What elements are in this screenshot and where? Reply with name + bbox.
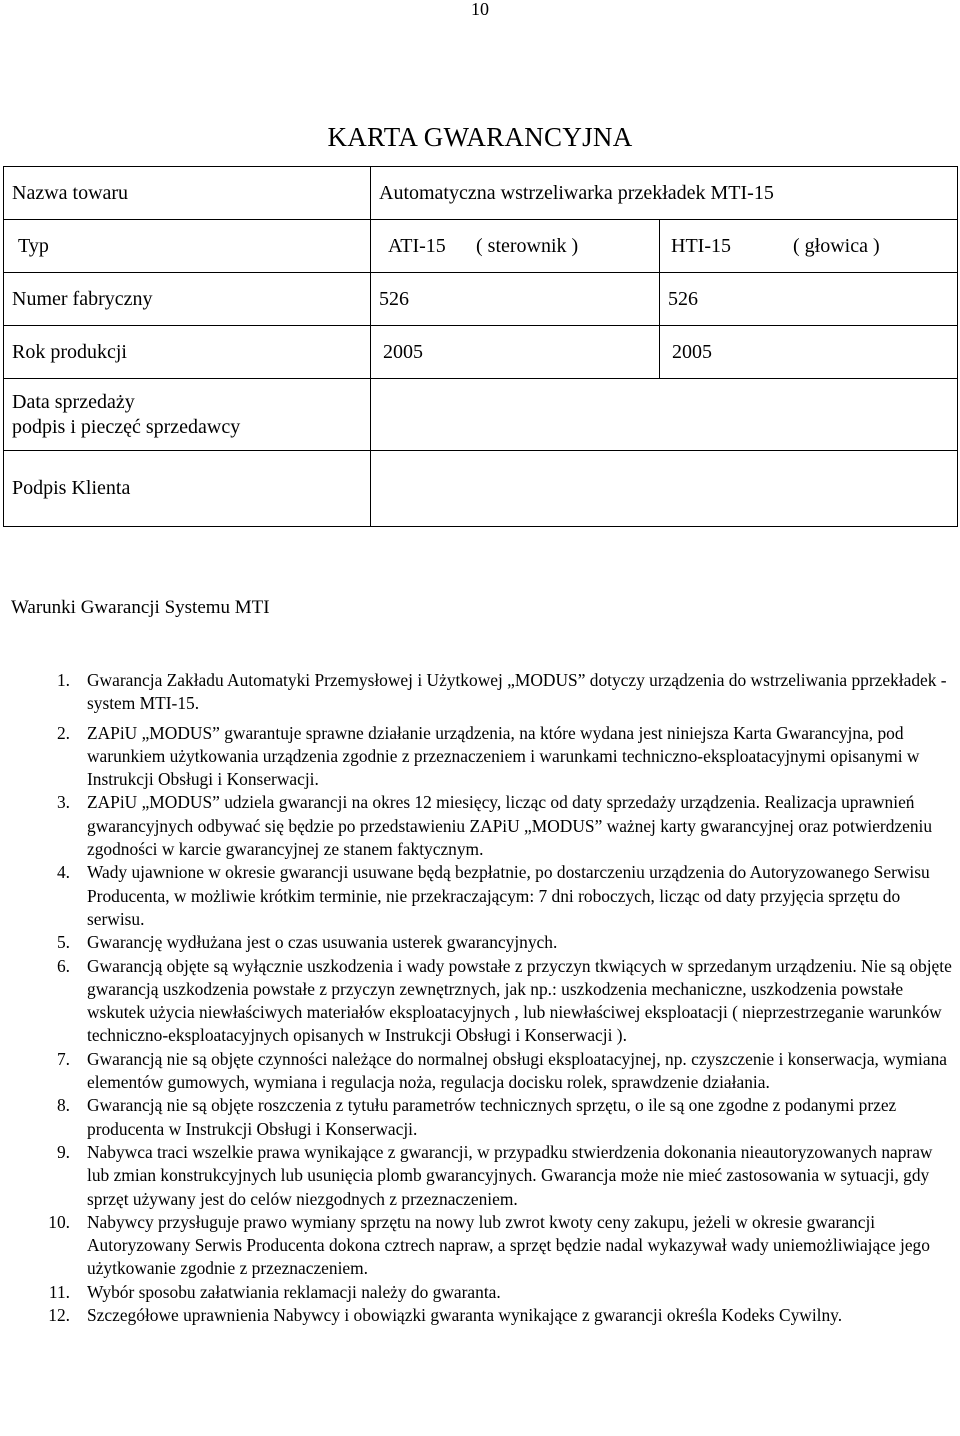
warranty-info-table [3,166,958,527]
list-item-number: 12. [48,1305,70,1326]
list-item-number: 11. [48,1281,70,1302]
table-row [4,273,958,326]
list-item [0,791,960,861]
list-item [0,1141,960,1211]
list-item-number: 4. [56,862,70,883]
product-name-value: Automatyczna wstrzeliwarka przekładek MTI-15 [371,167,958,220]
type-2-value: HTI-15 [671,234,731,257]
list-item-text: ZAPiU „MODUS” gwarantuje sprawne działanie urządzenia, na które wydana jest niniejsza Karta Gwarancyjna, pod warunkiem użytkowania urządzenia zgodnie z przeznaczeniem i warunkami techniczno-eksploatacyjnymi opisanymi w Instrukcji Obsługi i Konserwacji. [87,722,920,790]
year-label: Rok produkcji [4,326,371,379]
list-item-text: Wybór sposobu załatwiania reklamacji należy do gwaranta. [87,1281,501,1302]
table-row [4,451,958,527]
year-2-value: 2005 [660,326,958,379]
list-item [0,722,960,792]
list-item-number: 5. [56,932,70,953]
type-1-value: ATI-15 [388,234,446,257]
list-item-text: Gwarancja Zakładu Automatyki Przemysłowej i Użytkowej „MODUS” dotyczy urządzenia do wstrzeliwania pprzekładek - system MTI-15. [87,670,947,714]
sale-value [371,379,958,451]
type-2-cell [660,220,958,273]
list-item-text: Nabywca traci wszelkie prawa wynikające z gwarancji, w przypadku stwierdzenia dokonania nieautoryzowanych napraw lub zmian konstrukcyjnych lub usunięcia plomb gwarancyjnych. Gwarancja może nie mieć zastosowania w sytuacji, gdy sprzęt używany jest do celów niezgodnych z przeznaczeniem. [87,1141,933,1209]
serial-2-value: 526 [660,273,958,326]
table-row [4,167,958,220]
client-signature-value [371,451,958,527]
list-item-number: 10. [48,1211,70,1232]
type-label: Typ [4,220,371,273]
year-1-value: 2005 [371,326,660,379]
table-row [4,220,958,273]
list-item-number: 1. [56,670,70,690]
list-item [0,931,960,954]
product-name-label: Nazwa towaru [4,167,371,220]
list-item-text: Gwarancję wydłużana jest o czas usuwania usterek gwarancyjnych. [87,932,558,953]
type-2-desc: ( głowica ) [793,234,880,257]
list-item [0,1211,960,1281]
list-item-text: Szczegółowe uprawnienia Nabywcy i obowiązki gwaranta wynikające z gwarancji określa Kodeks Cywilny. [87,1305,843,1326]
list-item-number: 6. [56,955,70,976]
table-row [4,326,958,379]
list-item [0,669,960,716]
type-1-cell [371,220,660,273]
list-item-text: Nabywcy przysługuje prawo wymiany sprzętu na nowy lub zwrot kwoty ceny zakupu, jeżeli w okresie gwarancji Autoryzowany Serwis Producenta dokona cztrech napraw, a sprzęt będzie nadal wykazywał wady uniemożliwiające jego użytkowanie zgodnie z przeznaczeniem. [87,1211,930,1279]
list-item [0,1304,960,1327]
list-item [0,1281,960,1304]
type-1-desc: ( sterownik ) [476,234,579,257]
table-row [4,379,958,451]
list-item-number: 7. [56,1048,70,1069]
list-item-number: 9. [56,1141,70,1162]
list-item-number: 2. [56,722,70,743]
list-item [0,861,960,931]
list-item-text: Gwarancją objęte są wyłącznie uszkodzenia i wady powstałe z przyczyn tkwiących w sprzedanym urządzeniu. Nie są objęte gwarancją uszkodzenia powstałe z przyczyn zewnętrznych, jak np.: uszkodzenia mechaniczne, uszkodzenia powstałe wskutek użycia niewłaściwych materiałów eksploatacyjnych , lub niewłaściwej eksploatacji ( nieprzestrzeganie warunków techniczno-eksploatacyjnych opisanych w Instrukcji Obsługi i Konserwacji ). [87,955,952,1046]
page-title: KARTA GWARANCYJNA [327,122,633,152]
page-number: 10 [471,0,489,19]
list-item-text: ZAPiU „MODUS” udziela gwarancji na okres 12 miesięcy, licząc od daty sprzedaży urządzenia. Realizacja uprawnień gwarancyjnych odbywać się będzie po przedstawieniu ZAPiU „MODUS” ważnej karty gwarancyjnej oraz potwierdzeniu zgodności w karcie gwarancyjnej ze stanem faktycznym. [87,792,933,860]
list-item [0,1094,960,1141]
list-item-number: 3. [56,792,70,813]
list-item-number: 8. [56,1095,70,1116]
seller-signature-label: podpis i pieczęć sprzedawcy [12,415,241,438]
list-item-text: Wady ujawnione w okresie gwarancji usuwane będą bezpłatnie, po dostarczeniu urządzenia do Autoryzowanego Serwisu Producenta, w możliwie krótkim terminie, nie przekraczającym: 7 dni roboczych, licząc od daty przyjęcia sprzętu do serwisu. [87,862,930,929]
section-title: Warunki Gwarancji Systemu MTI [11,597,270,618]
list-item-text: Gwarancją nie są objęte czynności należące do normalnej obsługi eksploatacyjnej, np. czyszczenie i konserwacja, wymiana elementów gumowych, wymiana i regulacja noża, regulacja docisku rolek, sprawdzenie działania. [87,1048,947,1093]
client-signature-label: Podpis Klienta [4,451,371,527]
list-item [0,955,960,1048]
serial-1-value: 526 [371,273,660,326]
warranty-terms-list [0,669,960,1327]
list-item [0,1048,960,1095]
serial-label: Numer fabryczny [4,273,371,326]
list-item-text: Gwarancją nie są objęte roszczenia z tytułu parametrów technicznych sprzętu, o ile są one zgodne z podanymi przez producenta w Instrukcji Obsługi i Konserwacji. [87,1095,897,1139]
sale-date-label: Data sprzedaży [12,390,135,413]
sale-label [4,379,371,451]
